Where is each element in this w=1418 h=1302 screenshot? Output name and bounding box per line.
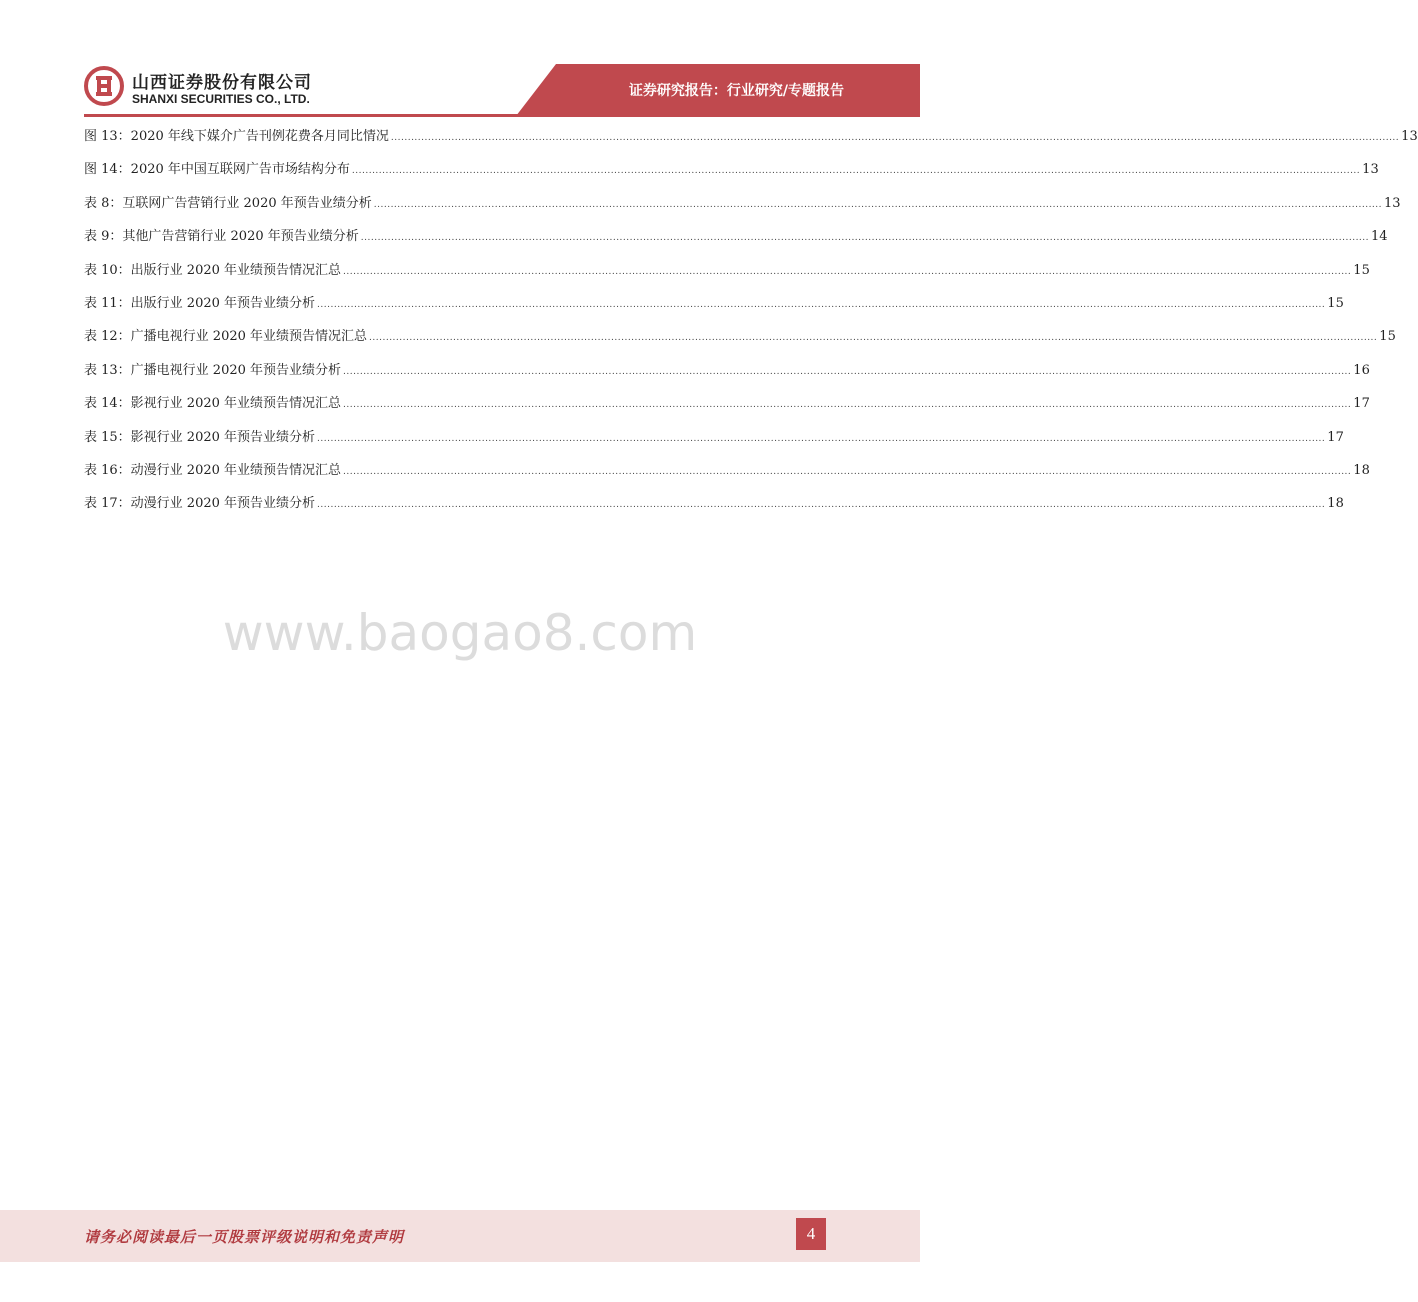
- toc-entry[interactable]: [84, 325, 1396, 358]
- toc-entry[interactable]: [84, 292, 1344, 325]
- toc-leader-dots: ............................................................................................................................................................................................................................................................................................................: [317, 500, 1326, 511]
- page-number: 4: [796, 1218, 826, 1250]
- toc-entry-page: 14: [1371, 229, 1388, 245]
- company-name-en: SHANXI SECURITIES CO., LTD.: [132, 92, 310, 106]
- toc-entry-label: 表 9：其他广告营销行业 2020 年预告业绩分析: [84, 229, 359, 245]
- toc-entry-label: 图 14：2020 年中国互联网广告市场结构分布: [84, 162, 350, 178]
- toc-entry-label: 表 15：影视行业 2020 年预告业绩分析: [84, 429, 316, 445]
- page-header: [0, 0, 920, 120]
- toc-entry-page: 17: [1327, 429, 1344, 445]
- toc-entry-label: 表 8：互联网广告营销行业 2020 年预告业绩分析: [84, 195, 372, 211]
- toc-entry-label: 表 11：出版行业 2020 年预告业绩分析: [84, 295, 316, 311]
- toc-entry[interactable]: [84, 125, 1418, 158]
- toc-entry-label: 表 13：广播电视行业 2020 年预告业绩分析: [84, 362, 342, 378]
- toc-entry-label: 表 16：动漫行业 2020 年业绩预告情况汇总: [84, 462, 342, 478]
- header-divider: [84, 114, 920, 117]
- toc-entry-page: 18: [1353, 462, 1370, 478]
- toc-entry[interactable]: [84, 426, 1344, 459]
- toc-entry-label: 图 13：2020 年线下媒介广告刊例花费各月同比情况: [84, 129, 389, 144]
- toc-entry[interactable]: [84, 359, 1370, 392]
- page-footer: [0, 1210, 920, 1262]
- toc-entry-label: 表 12：广播电视行业 2020 年业绩预告情况汇总: [84, 329, 368, 345]
- company-logo-icon: [84, 66, 124, 106]
- toc-entry-label: 表 14：影视行业 2020 年业绩预告情况汇总: [84, 396, 342, 412]
- table-of-contents: [84, 125, 1418, 526]
- toc-entry-page: 17: [1353, 396, 1370, 412]
- toc-entry-page: 13: [1362, 162, 1379, 178]
- toc-leader-dots: ............................................................................................................................................................................................................................................................................................................: [317, 433, 1326, 444]
- company-name-cn: 山西证券股份有限公司: [132, 73, 312, 93]
- toc-leader-dots: ............................................................................................................................................................................................................................................................................................................: [351, 166, 1361, 177]
- toc-leader-dots: ............................................................................................................................................................................................................................................................................................................: [343, 266, 1352, 277]
- watermark: www.baogao8.com: [222, 604, 698, 662]
- toc-leader-dots: ............................................................................................................................................................................................................................................................................................................: [343, 466, 1352, 477]
- toc-entry-page: 15: [1327, 295, 1344, 311]
- toc-entry[interactable]: [84, 492, 1344, 525]
- toc-entry-page: 16: [1353, 362, 1370, 378]
- report-type-title: 证券研究报告：行业研究/专题报告: [628, 83, 844, 99]
- toc-entry-label: 表 10：出版行业 2020 年业绩预告情况汇总: [84, 262, 342, 278]
- toc-leader-dots: ............................................................................................................................................................................................................................................................................................................: [369, 333, 1378, 344]
- disclaimer-notice: 请务必阅读最后一页股票评级说明和免责声明: [84, 1228, 405, 1246]
- toc-entry-label: 表 17：动漫行业 2020 年预告业绩分析: [84, 496, 316, 512]
- toc-entry-page: 18: [1327, 496, 1344, 512]
- toc-entry[interactable]: [84, 158, 1379, 191]
- toc-entry-page: 15: [1379, 329, 1396, 345]
- toc-entry[interactable]: [84, 459, 1370, 492]
- toc-leader-dots: ............................................................................................................................................................................................................................................................................................................: [343, 366, 1352, 377]
- toc-leader-dots: ............................................................................................................................................................................................................................................................................................................: [343, 400, 1352, 411]
- toc-entry-page: 13: [1384, 195, 1401, 211]
- toc-leader-dots: ............................................................................................................................................................................................................................................................................................................: [317, 299, 1326, 310]
- toc-leader-dots: ............................................................................................................................................................................................................................................................................................................: [390, 133, 1400, 143]
- toc-entry[interactable]: [84, 192, 1401, 225]
- toc-entry-page: 13: [1401, 129, 1418, 144]
- toc-entry-page: 15: [1353, 262, 1370, 278]
- toc-entry[interactable]: [84, 259, 1370, 292]
- toc-leader-dots: ............................................................................................................................................................................................................................................................................................................: [373, 199, 1383, 210]
- toc-entry[interactable]: [84, 392, 1370, 425]
- toc-entry[interactable]: [84, 225, 1388, 258]
- toc-leader-dots: ............................................................................................................................................................................................................................................................................................................: [360, 233, 1370, 244]
